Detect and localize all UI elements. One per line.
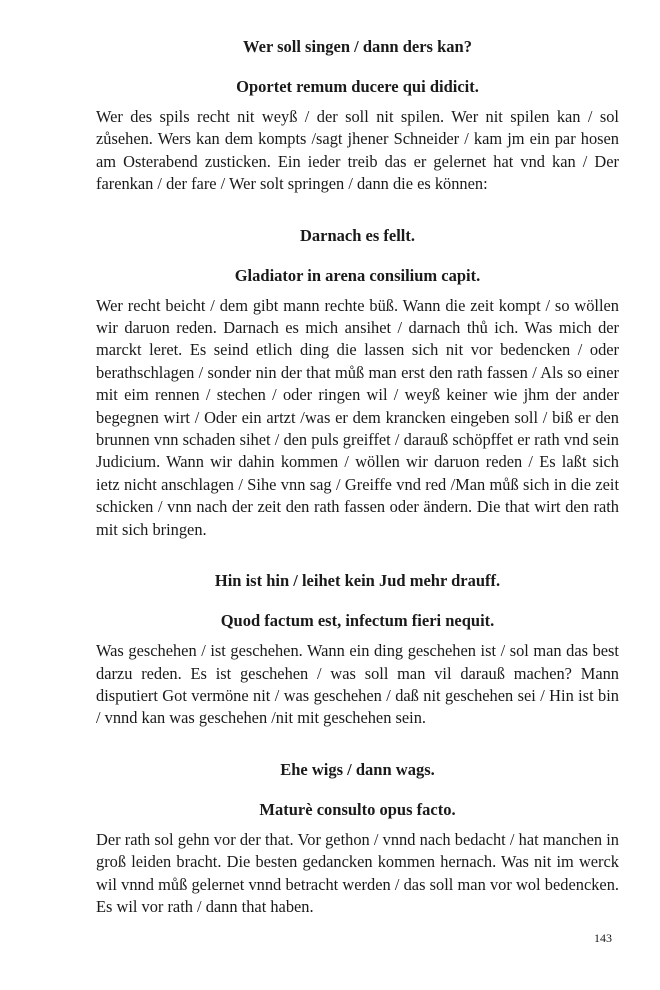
latin-heading: Gladiator in arena consilium capit. [234,265,481,285]
german-heading: Wer soll singen / dann ders kan? [243,37,472,56]
german-heading: Ehe wigs / dann wags. [280,759,435,779]
body-paragraph: Der rath sol gehn vor der that. Vor gethon / vnnd nach bedacht / hat manchen in groß leiden bracht. Die besten gedancken kommen hernach. Was nit im werck wil vnnd můß gelernet vnnd betracht werden / das soll man vor wol bedencken. Es wil vor rath / dann that haben. [96,829,619,916]
proverb-section [96,225,619,541]
latin-heading: Oportet remum ducere qui didicit. [236,77,479,96]
page-content [96,36,619,918]
body-paragraph: Was geschehen / ist geschehen. Wann ein ding geschehen ist / sol man das best darzu reden. Es ist geschehen / was soll man vil darauß machen? Mann disputiert Got vermöne nit / was geschehen / daß nit geschehen sei / Hin ist bin / vnnd kan was geschehen /nit mit geschehen sein. [96,641,619,728]
body-paragraph: Wer recht beicht / dem gibt mann rechte büß. Wann die zeit kompt / so wöllen wir daruon reden. Darnach es mich ansihet / darnach thů ich. Was mich der marckt leret. Es seind etlich ding die lassen sich nit vor bedencken / oder berathschlagen / sonder nin der that můß man erst den rath fassen / Als so einer mit eim rennen / stechen / oder ringen wil / weyß keiner wie jhm der ander begegnen wirt / Oder ein artzt /was er dem krancken eingeben soll / biß er den brunnen vnn schaden sihet / den puls greiffet / darauß schöpffet er rath vnd sein Judicium. Wann wir dahin kommen / wöllen wir daruon reden / Es laßt sich ietz nicht anschlagen / Sihe vnn sag / Greiffe vnd red /Man můß sich in die zeit schicken / vnn nach der zeit den rath fassen oder ändern. Die that wirt den rath mit sich bringen. [96,295,619,539]
german-heading: Hin ist hin / leihet kein Jud mehr drauff. [214,571,501,591]
page-number: 143 [594,931,612,945]
latin-heading: Quod factum est, infectum fieri nequit. [220,611,495,631]
body-paragraph: Wer des spils recht nit weyß / der soll nit spilen. Wer nit spilen kan / sol zůsehen. Wers kan dem kompts /sagt jhener Schneider / kam jm ein par hosen am Osterabend zusticken. Ein ieder treib das er gelernet hat vnd kan / Der farenkan / der fare / Wer solt springen / dann die es können: [96,107,619,194]
proverb-section [96,759,619,919]
proverb-section [96,570,619,730]
proverb-section [96,36,619,196]
german-heading: Darnach es fellt. [299,225,416,245]
latin-heading: Maturè consulto opus facto. [259,799,456,819]
